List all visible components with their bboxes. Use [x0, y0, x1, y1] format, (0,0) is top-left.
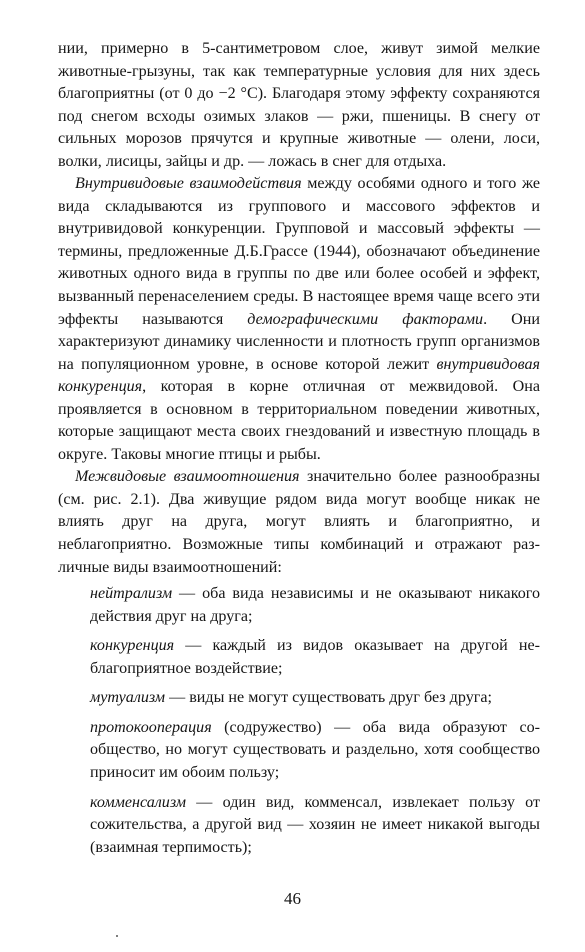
scan-speck: [116, 935, 118, 937]
definition-text: — один вид, комменсал, извлекает пользу от сожительства, а другой вид — хозяин не имеет никакой выгоды (взаимная терпимость);: [90, 793, 540, 856]
page-body: [58, 38, 540, 859]
definition-item: [90, 717, 540, 785]
text-run: значительно более разнообразны (см. рис. 2.1). Два живущие рядом вида могут вообще никак не влиять друг на друга, могут влиять и благоприятно, и неблагоприятно. Возможные типы комбинаций и отражают различные виды взаимоотношений:: [58, 468, 540, 576]
definition-text: (содружество) — оба вида образуют сообщество, но могут существовать и раздельно, хотя сообщество приносит им обоим пользу;: [90, 718, 540, 781]
body-paragraph: [58, 466, 540, 579]
page-number: 46: [284, 889, 301, 908]
definition-text: — виды не могут существовать друг без друга;: [165, 689, 492, 707]
text-run: между особями одного и того же вида складываются из группового и массового эффектов и внутривидовой конкуренции. Групповой и массовый эффекты — термины, предложенные Д.Б.Грассе (1944), обозначают объединение животных одного вида в группы по две или более особей и эффект, вызванный перенаселением среды. В настоящее время чаще всего эти эффекты называются: [58, 175, 540, 328]
relationship-types-list: [58, 583, 540, 859]
definition-item: [90, 583, 540, 628]
italic-term: демографическими факторами: [247, 310, 484, 328]
definition-item: [90, 687, 540, 710]
text-run: . Они характеризуют динамику численности и плотность групп организмов на популяционном уровне, в основе которой лежит: [58, 310, 541, 373]
definition-item: [90, 792, 540, 860]
body-paragraph: [58, 38, 540, 173]
text-run: , которая в корне отличная от межвидовой. Она проявляется в основном в территориальном поведении животных, которые защищают места своих гнездований и известную площадь в округе. Таковы многие птицы и рыбы.: [58, 378, 540, 463]
definition-item: [90, 635, 540, 680]
definition-text: — оба вида независимы и не оказывают никакого действия друг на друга;: [90, 585, 540, 625]
italic-term: внутривидовая конкуренция: [58, 355, 540, 396]
body-paragraph: [58, 173, 540, 466]
definition-term: протокооперация: [90, 718, 212, 736]
definition-text: — каждый из видов оказывает на другой неблагоприятное воздействие;: [90, 637, 540, 677]
italic-term: Межвидовые взаимоотношения: [75, 468, 300, 486]
definition-term: конкуренция: [90, 637, 175, 655]
definition-term: комменсализм: [90, 793, 187, 811]
definition-term: мутуализм: [90, 689, 166, 707]
text-run: нии, примерно в 5-сантиметровом слое, живут зимой мелкие животные-грызуны, так как температурные условия для них здесь благоприятны (от 0 до −2 °С). Благодаря этому эффекту сохраняются под снегом всходы озимых злаков — ржи, пшеницы. В снегу от сильных морозов прячутся и крупные животные — олени, лоси, волки, лисицы, зайцы и др. — ложась в снег для отдыха.: [58, 40, 540, 170]
definition-term: нейтрализм: [90, 585, 173, 603]
italic-term: Внутривидовые взаимодействия: [75, 175, 302, 193]
body-paragraphs: [58, 38, 540, 579]
